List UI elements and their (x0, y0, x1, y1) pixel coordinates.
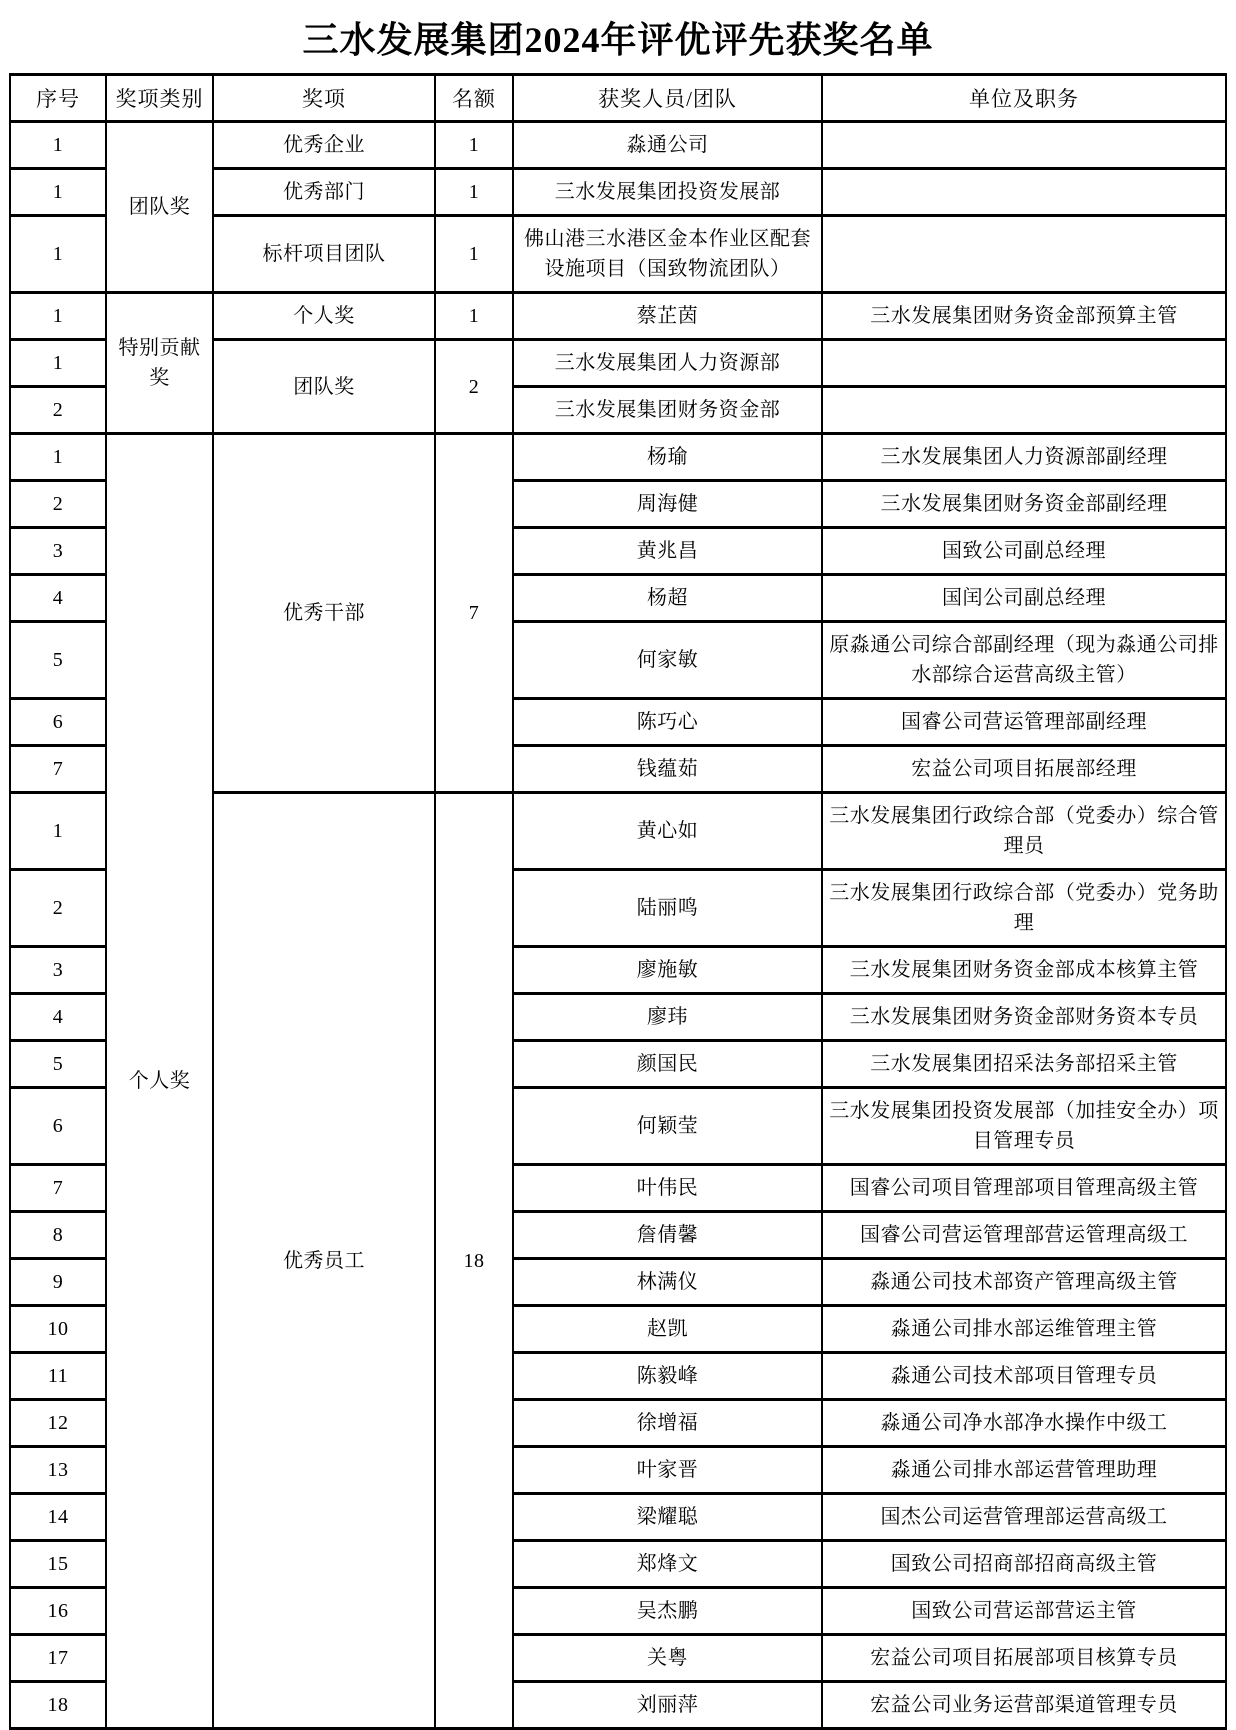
winner-cell: 颜国民 (513, 1041, 822, 1088)
winner-cell: 钱蕴茹 (513, 746, 822, 793)
index-cell: 6 (10, 699, 106, 746)
index-cell: 5 (10, 622, 106, 699)
quota-cell: 1 (435, 122, 513, 169)
winner-cell: 廖施敏 (513, 947, 822, 994)
unit-cell (822, 122, 1226, 169)
winner-cell: 周海健 (513, 481, 822, 528)
winner-cell: 黄兆昌 (513, 528, 822, 575)
award-cell: 个人奖 (213, 293, 435, 340)
column-header-index: 序号 (10, 75, 106, 122)
award-cell: 优秀员工 (213, 793, 435, 1729)
winner-cell: 关粤 (513, 1635, 822, 1682)
quota-cell: 7 (435, 434, 513, 793)
unit-cell: 三水发展集团招采法务部招采主管 (822, 1041, 1226, 1088)
winner-cell: 佛山港三水港区金本作业区配套设施项目（国致物流团队） (513, 216, 822, 293)
index-cell: 3 (10, 528, 106, 575)
award-cell: 标杆项目团队 (213, 216, 435, 293)
winner-cell: 淼通公司 (513, 122, 822, 169)
winner-cell: 林满仪 (513, 1259, 822, 1306)
unit-cell: 原淼通公司综合部副经理（现为淼通公司排水部综合运营高级主管） (822, 622, 1226, 699)
winner-cell: 叶伟民 (513, 1165, 822, 1212)
index-cell: 13 (10, 1447, 106, 1494)
index-cell: 1 (10, 293, 106, 340)
index-cell: 7 (10, 746, 106, 793)
unit-cell: 宏益公司项目拓展部项目核算专员 (822, 1635, 1226, 1682)
winner-cell: 杨瑜 (513, 434, 822, 481)
unit-cell: 宏益公司项目拓展部经理 (822, 746, 1226, 793)
index-cell: 3 (10, 947, 106, 994)
unit-cell: 宏益公司业务运营部渠道管理专员 (822, 1682, 1226, 1729)
winner-cell: 梁耀聪 (513, 1494, 822, 1541)
unit-cell: 淼通公司排水部运维管理主管 (822, 1306, 1226, 1353)
column-header-unit: 单位及职务 (822, 75, 1226, 122)
unit-cell: 三水发展集团财务资金部财务资本专员 (822, 994, 1226, 1041)
index-cell: 1 (10, 122, 106, 169)
quota-cell: 1 (435, 169, 513, 216)
unit-cell (822, 169, 1226, 216)
unit-cell: 淼通公司净水部净水操作中级工 (822, 1400, 1226, 1447)
unit-cell: 三水发展集团行政综合部（党委办）综合管理员 (822, 793, 1226, 870)
unit-cell: 国闰公司副总经理 (822, 575, 1226, 622)
index-cell: 11 (10, 1353, 106, 1400)
index-cell: 6 (10, 1088, 106, 1165)
unit-cell (822, 216, 1226, 293)
category-cell: 团队奖 (106, 122, 213, 293)
winner-cell: 蔡芷茵 (513, 293, 822, 340)
unit-cell: 国致公司营运部营运主管 (822, 1588, 1226, 1635)
winner-cell: 郑烽文 (513, 1541, 822, 1588)
unit-cell (822, 387, 1226, 434)
page-title: 三水发展集团2024年评优评先获奖名单 (302, 20, 934, 60)
winner-cell: 徐增福 (513, 1400, 822, 1447)
index-cell: 14 (10, 1494, 106, 1541)
category-cell: 特别贡献奖 (106, 293, 213, 434)
unit-cell: 三水发展集团投资发展部（加挂安全办）项目管理专员 (822, 1088, 1226, 1165)
winner-cell: 三水发展集团人力资源部 (513, 340, 822, 387)
index-cell: 16 (10, 1588, 106, 1635)
header-row (10, 75, 1226, 122)
winner-cell: 三水发展集团财务资金部 (513, 387, 822, 434)
table-row (10, 122, 1226, 169)
unit-cell: 三水发展集团财务资金部预算主管 (822, 293, 1226, 340)
index-cell: 1 (10, 216, 106, 293)
index-cell: 1 (10, 793, 106, 870)
winner-cell: 刘丽萍 (513, 1682, 822, 1729)
winner-cell: 吴杰鹏 (513, 1588, 822, 1635)
index-cell: 2 (10, 481, 106, 528)
unit-cell: 国睿公司项目管理部项目管理高级主管 (822, 1165, 1226, 1212)
index-cell: 4 (10, 575, 106, 622)
category-cell: 个人奖 (106, 434, 213, 1729)
index-cell: 4 (10, 994, 106, 1041)
index-cell: 2 (10, 870, 106, 947)
winner-cell: 三水发展集团投资发展部 (513, 169, 822, 216)
index-cell: 1 (10, 169, 106, 216)
winner-cell: 陆丽鸣 (513, 870, 822, 947)
unit-cell: 国睿公司营运管理部营运管理高级工 (822, 1212, 1226, 1259)
award-cell: 优秀部门 (213, 169, 435, 216)
index-cell: 12 (10, 1400, 106, 1447)
quota-cell: 1 (435, 216, 513, 293)
index-cell: 7 (10, 1165, 106, 1212)
quota-cell: 2 (435, 340, 513, 434)
award-cell: 团队奖 (213, 340, 435, 434)
column-header-winner: 获奖人员/团队 (513, 75, 822, 122)
unit-cell: 三水发展集团财务资金部副经理 (822, 481, 1226, 528)
index-cell: 2 (10, 387, 106, 434)
awards-table (9, 73, 1227, 1730)
unit-cell: 三水发展集团财务资金部成本核算主管 (822, 947, 1226, 994)
index-cell: 1 (10, 340, 106, 387)
unit-cell: 国杰公司运营管理部运营高级工 (822, 1494, 1226, 1541)
column-header-quota: 名额 (435, 75, 513, 122)
winner-cell: 杨超 (513, 575, 822, 622)
index-cell: 18 (10, 1682, 106, 1729)
winner-cell: 詹倩馨 (513, 1212, 822, 1259)
winner-cell: 赵凯 (513, 1306, 822, 1353)
winner-cell: 何颖莹 (513, 1088, 822, 1165)
unit-cell: 国致公司招商部招商高级主管 (822, 1541, 1226, 1588)
column-header-category: 奖项类别 (106, 75, 213, 122)
table-body (10, 122, 1226, 1729)
unit-cell: 国睿公司营运管理部副经理 (822, 699, 1226, 746)
unit-cell: 三水发展集团人力资源部副经理 (822, 434, 1226, 481)
index-cell: 10 (10, 1306, 106, 1353)
index-cell: 15 (10, 1541, 106, 1588)
winner-cell: 叶家晋 (513, 1447, 822, 1494)
column-header-award: 奖项 (213, 75, 435, 122)
winner-cell: 黄心如 (513, 793, 822, 870)
winner-cell: 陈毅峰 (513, 1353, 822, 1400)
index-cell: 1 (10, 434, 106, 481)
table-row (10, 293, 1226, 340)
winner-cell: 陈巧心 (513, 699, 822, 746)
winner-cell: 廖玮 (513, 994, 822, 1041)
table-row (10, 434, 1226, 481)
winner-cell: 何家敏 (513, 622, 822, 699)
unit-cell: 国致公司副总经理 (822, 528, 1226, 575)
index-cell: 8 (10, 1212, 106, 1259)
unit-cell: 三水发展集团行政综合部（党委办）党务助理 (822, 870, 1226, 947)
unit-cell (822, 340, 1226, 387)
award-cell: 优秀干部 (213, 434, 435, 793)
quota-cell: 18 (435, 793, 513, 1729)
quota-cell: 1 (435, 293, 513, 340)
unit-cell: 淼通公司技术部项目管理专员 (822, 1353, 1226, 1400)
index-cell: 9 (10, 1259, 106, 1306)
index-cell: 5 (10, 1041, 106, 1088)
unit-cell: 淼通公司排水部运营管理助理 (822, 1447, 1226, 1494)
unit-cell: 淼通公司技术部资产管理高级主管 (822, 1259, 1226, 1306)
award-cell: 优秀企业 (213, 122, 435, 169)
index-cell: 17 (10, 1635, 106, 1682)
